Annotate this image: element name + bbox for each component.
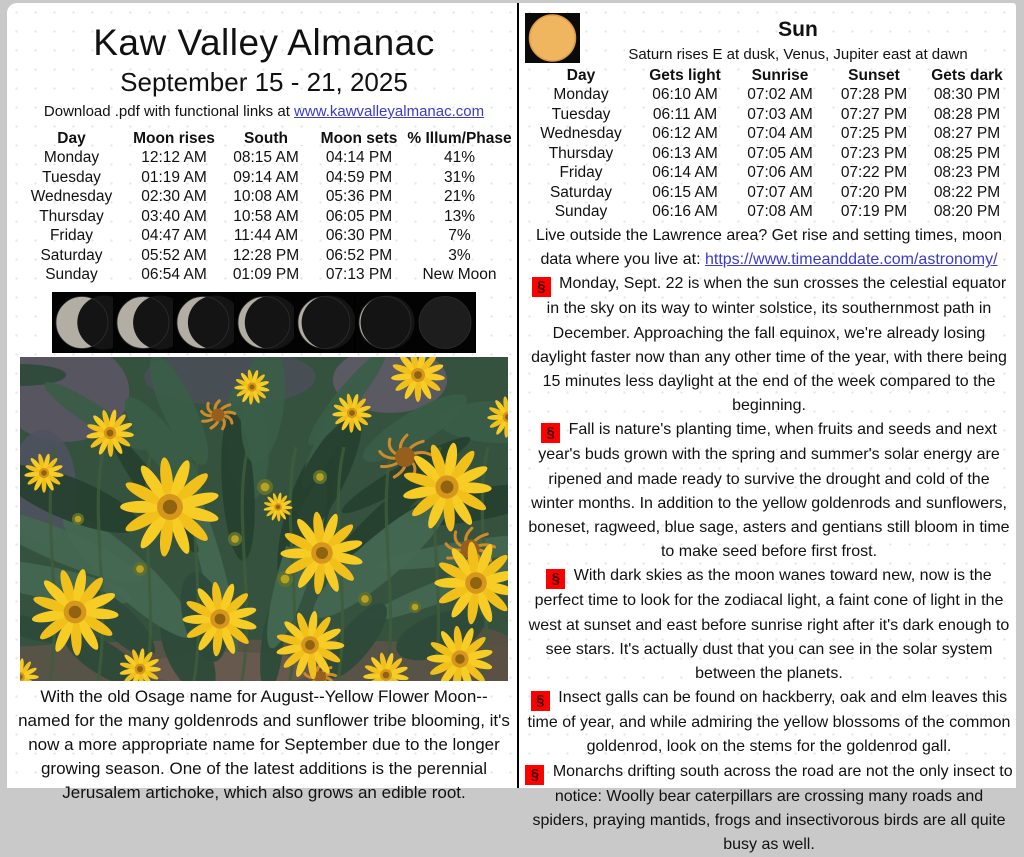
photo-caption: With the old Osage name for August--Yellow Flower Moon--named for the many goldenrods and sunflower tribe blooming, it's now a more appropriate name for September due to the longer growing season. One of the latest additions is the perennial Jerusalem artichoke, which also grows an edible root. (18, 687, 510, 802)
section-marker-icon: § (546, 569, 565, 589)
flower-photo (20, 357, 508, 681)
column-divider (517, 3, 519, 788)
table-cell: 01:19 AM (141, 168, 207, 186)
table-cell: 06:05 PM (325, 207, 393, 225)
table-cell: 06:13 AM (652, 144, 718, 162)
column-header: South (244, 129, 288, 147)
download-line (15, 103, 513, 121)
column-header: Day (57, 129, 86, 147)
table-row (15, 149, 513, 169)
column-header: Moon sets (320, 129, 398, 147)
note-paragraph: § Monarchs drifting south across the road are not the only insect to notice: Woolly bear caterpillars are crossing many roads and spiders, praying mantids, frogs and insectivorous birds are all quite busy as well. (525, 760, 1013, 857)
table-cell: 08:20 PM (933, 203, 1001, 221)
table-cell: 05:52 AM (141, 246, 207, 264)
table-row (15, 188, 513, 208)
table-cell: 04:47 AM (141, 227, 207, 245)
moon-phase-thumbnail (294, 292, 355, 353)
sun-titles (583, 11, 1013, 64)
table-cell: 07:20 PM (840, 183, 908, 201)
sun-subtitle: Saturn rises E at dusk, Venus, Jupiter east at dawn (628, 46, 968, 63)
outside-area-note (525, 224, 1013, 272)
sun-table-header-row (525, 66, 1013, 86)
table-cell: 08:22 PM (933, 183, 1001, 201)
table-cell: Thursday (39, 207, 104, 225)
table-cell: 06:52 PM (325, 246, 393, 264)
table-cell: 07:27 PM (840, 105, 908, 123)
table-cell: 07:05 AM (747, 144, 813, 162)
table-row (15, 207, 513, 227)
table-row (525, 125, 1013, 145)
table-cell: 11:44 AM (233, 227, 299, 245)
outside-note-text: Live outside the Lawrence area? Get rise and setting times, moon data where you live at: (535, 227, 1003, 269)
note-paragraphs (525, 272, 1013, 857)
column-header: Gets dark (931, 66, 1003, 84)
table-row (525, 164, 1013, 184)
sun-icon (525, 11, 583, 63)
table-cell: 31% (443, 168, 476, 186)
table-cell: 06:16 AM (652, 203, 718, 221)
note-paragraph: § Insect galls can be found on hackberry, oak and elm leaves this time of year, and while admiring the yellow blossoms of the common goldenrod, look on the stems for the goldenrod gall. (527, 689, 1011, 756)
table-cell: Friday (559, 164, 603, 182)
column-header: Sunset (848, 66, 900, 84)
left-column (15, 7, 513, 805)
table-cell: 3% (448, 246, 471, 264)
moon-phase-thumbnail (113, 292, 174, 353)
table-cell: 21% (443, 188, 476, 206)
table-cell: Friday (49, 227, 94, 245)
almanac-link[interactable]: www.kawvalleyalmanac.com (294, 103, 485, 120)
table-cell: 09:14 AM (233, 168, 299, 186)
sun-table (525, 66, 1013, 222)
table-cell: 07:06 AM (747, 164, 813, 182)
table-cell: 12:28 PM (232, 246, 300, 264)
table-cell: 06:10 AM (652, 86, 718, 104)
table-cell: 07:23 PM (840, 144, 908, 162)
column-header: % Illum/Phase (407, 129, 512, 147)
column-header: Gets light (649, 66, 721, 84)
column-header: Moon rises (133, 129, 215, 147)
table-cell: 04:14 PM (325, 149, 393, 167)
table-row (15, 266, 513, 286)
table-cell: 07:07 AM (747, 183, 813, 201)
table-row (15, 227, 513, 247)
table-cell: 07:22 PM (840, 164, 908, 182)
table-cell: 06:14 AM (652, 164, 718, 182)
table-row (525, 105, 1013, 125)
moon-phase-thumbnail (415, 292, 476, 353)
moon-table-header-row (15, 129, 513, 149)
table-cell: 10:58 AM (233, 207, 299, 225)
table-cell: 07:03 AM (747, 105, 813, 123)
download-prefix: Download .pdf with functional links at (43, 103, 295, 120)
table-row (15, 168, 513, 188)
sun-header (525, 11, 1013, 64)
moon-phase-thumbnail (355, 292, 416, 353)
table-cell: 7% (448, 227, 471, 245)
table-cell: 07:19 PM (840, 203, 908, 221)
table-cell: 04:59 PM (325, 168, 393, 186)
table-row (525, 203, 1013, 223)
table-cell: Tuesday (42, 168, 101, 186)
table-cell: 12:12 AM (141, 149, 207, 167)
table-cell: 06:11 AM (652, 105, 718, 123)
table-cell: Tuesday (551, 105, 611, 123)
sun-title: Sun (778, 18, 818, 41)
table-cell: Monday (553, 86, 609, 104)
section-marker-icon: § (525, 765, 544, 785)
page-title: Kaw Valley Almanac (93, 22, 435, 63)
table-cell: Thursday (548, 144, 614, 162)
table-cell: 03:40 AM (141, 207, 207, 225)
table-cell: 07:28 PM (840, 86, 908, 104)
table-cell: 07:04 AM (747, 125, 813, 143)
table-cell: 08:25 PM (933, 144, 1001, 162)
column-header: Sunrise (751, 66, 809, 84)
moon-phase-thumbnail (52, 292, 113, 353)
table-cell: 07:08 AM (747, 203, 813, 221)
table-row (15, 246, 513, 266)
moon-phase-thumbnail (234, 292, 295, 353)
date-range: September 15 - 21, 2025 (120, 67, 408, 97)
section-marker-icon: § (541, 423, 560, 443)
table-cell: 10:08 AM (233, 188, 299, 206)
table-cell: 07:13 PM (325, 266, 393, 284)
table-cell: 08:27 PM (933, 125, 1001, 143)
table-cell: 08:15 AM (233, 149, 299, 167)
table-cell: 08:30 PM (933, 86, 1001, 104)
table-cell: 41% (443, 149, 476, 167)
right-column (525, 5, 1013, 857)
table-row (525, 144, 1013, 164)
table-cell: Sunday (45, 266, 98, 284)
moon-table-body (15, 149, 513, 286)
table-cell: 01:09 PM (232, 266, 300, 284)
table-row (525, 183, 1013, 203)
notes-section (525, 224, 1013, 857)
table-cell: New Moon (422, 266, 497, 284)
table-cell: 06:54 AM (141, 266, 207, 284)
table-cell: 07:02 AM (747, 86, 813, 104)
table-cell: 13% (443, 207, 476, 225)
sun-table-body (525, 86, 1013, 223)
note-paragraph: § Fall is nature's planting time, when fruits and seeds and next year's buds grown with the spring and summer's solar energy are ripened and made ready to survive the drought and cold of the winter months. In addition to the yellow goldenrods and sunflowers, boneset, ragweed, blue sage, asters and gentians still bloom in time to make seed before first frost. (528, 421, 1010, 561)
table-cell: 06:30 PM (325, 227, 393, 245)
table-cell: Wednesday (540, 125, 622, 143)
table-cell: 08:28 PM (933, 105, 1001, 123)
section-marker-icon: § (531, 691, 550, 711)
column-header: Day (566, 66, 596, 84)
table-cell: 02:30 AM (141, 188, 207, 206)
table-cell: Wednesday (30, 188, 113, 206)
table-cell: Saturday (40, 246, 103, 264)
table-cell: Sunday (554, 203, 608, 221)
table-cell: Saturday (549, 183, 613, 201)
moon-phase-strip (52, 292, 476, 353)
section-marker-icon: § (532, 277, 551, 297)
table-cell: 07:25 PM (840, 125, 908, 143)
table-row (525, 86, 1013, 106)
table-cell: 05:36 PM (325, 188, 393, 206)
note-paragraph: § Monday, Sept. 22 is when the sun crosses the celestial equator in the sky on its way to winter solstice, its southernmost path in December. Approaching the fall equinox, we're already losing daylight faster now than any other time of the year, with there being 15 minutes less daylight at the end of the week compared to the beginning. (531, 275, 1007, 415)
table-cell: Monday (43, 149, 100, 167)
note-paragraph: § With dark skies as the moon wanes toward new, now is the perfect time to look for the zodiacal light, a faint cone of light in the west at sunset and east before sunrise right after it's dark enough to see stars. It's actually dust that you can see in the solar system between the planets. (528, 567, 1010, 683)
table-cell: 06:15 AM (652, 183, 718, 201)
moon-phase-thumbnail (173, 292, 234, 353)
table-cell: 06:12 AM (652, 125, 718, 143)
almanac-page (7, 3, 1016, 854)
table-cell: 08:23 PM (933, 164, 1001, 182)
moon-table (15, 129, 513, 285)
timeanddate-link[interactable]: https://www.timeanddate.com/astronomy/ (704, 251, 998, 269)
